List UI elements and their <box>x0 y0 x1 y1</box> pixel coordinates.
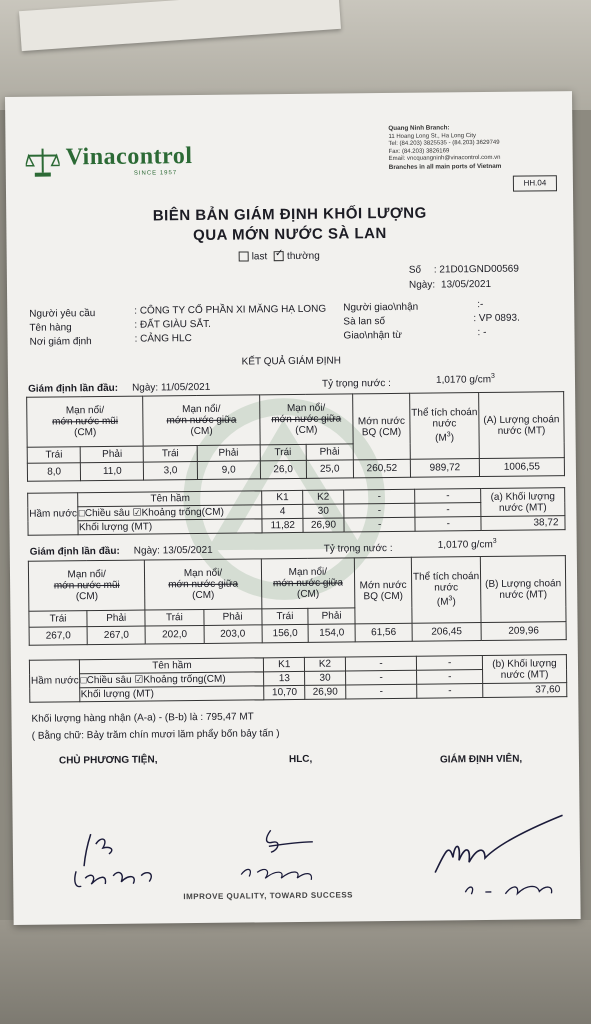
hold1-depth-label: □Chiều sâu ☑Khoảng trống(CM) <box>78 505 262 521</box>
table-cell: 61,56 <box>355 623 412 642</box>
hold2-k1: K1 <box>264 657 305 671</box>
table-cell: 154,0 <box>308 624 355 642</box>
table-cell: 267,0 <box>87 626 145 645</box>
survey2-density-sup: 3 <box>492 537 497 545</box>
table-cell: 202,0 <box>145 625 203 644</box>
deliverer-value: :- <box>477 299 484 311</box>
col-left: Trái <box>144 446 198 463</box>
hold1-k1: K1 <box>262 490 303 504</box>
header-bq: Mớn nước BQ (CM) <box>354 557 412 624</box>
survey2-density-value: 1,0170 g/cm <box>437 539 493 551</box>
hold1-label: Hầm nước <box>28 493 79 536</box>
survey1-density-value: 1,0170 g/cm <box>435 374 492 386</box>
table-cell: - <box>415 503 481 518</box>
col-left: Trái <box>262 608 309 624</box>
table-cell: 1006,55 <box>479 458 564 477</box>
header-fwd: Mạn nổi/ mớn nước mũi (CM) <box>27 396 144 447</box>
hold2-k2: K2 <box>305 657 346 671</box>
barge-value: : VP 0893. <box>473 312 520 325</box>
survey2-date: Ngày: 13/05/2021 <box>133 544 213 557</box>
table-cell: 8,0 <box>27 463 81 482</box>
branch-fax: Fax: (84.203) 3826169 <box>388 148 450 155</box>
table-cell: 26,90 <box>303 518 344 532</box>
normal-label: thường <box>286 250 320 263</box>
type-checkboxes <box>239 251 320 263</box>
survey1-label: Giám định lần đầu: <box>28 382 119 395</box>
background-bottom <box>0 920 591 1024</box>
branch-email: Email: vncquangninh@vinacontrol.com.vn <box>388 155 501 163</box>
requester-label: Người yêu cầu <box>29 308 96 320</box>
from-label: Giao\nhận từ <box>343 329 402 342</box>
survey2-density <box>438 538 497 551</box>
requester-value: : CÔNG TY CỔ PHẦN XI MĂNG HẠ LONG <box>134 303 327 317</box>
table-cell: - <box>417 670 483 685</box>
doc-date-label: Ngày: <box>408 279 436 291</box>
header-mass-a: (A) Lượng choán nước (MT) <box>479 392 565 459</box>
company-name: Vinacontrol <box>65 143 193 171</box>
goods-label: Tên hàng <box>29 322 72 334</box>
owner-signature <box>51 825 182 896</box>
survey1-density <box>436 373 495 386</box>
col-left: Trái <box>145 609 203 626</box>
hold1-result-label: (a) Khối lượng nước (MT) <box>481 488 565 517</box>
place-label: Nơi giám định <box>29 336 92 348</box>
company-logo <box>26 143 231 185</box>
document-subtitle: QUA MỚN NƯỚC SÀ LAN <box>193 225 387 245</box>
header-volume: Thể tích choán nước $(M^3)$ <box>410 393 480 460</box>
received-total: Khối lượng hàng nhận (A-a) - (B-b) là : 795,47 MT <box>31 711 254 725</box>
col-left: Trái <box>260 444 306 460</box>
hold1-result-value: 38,72 <box>481 516 565 531</box>
table-cell: - <box>344 503 416 518</box>
col-right: Phải <box>197 445 260 462</box>
branch-title: Quang Ninh Branch: <box>388 124 450 132</box>
barge-label: Sà lan số <box>343 316 386 328</box>
col-left: Trái <box>29 611 87 628</box>
header-aft: Mạn nổi/ mớn nước giữa (CM) <box>261 558 355 609</box>
hold2-label: Hầm nước <box>29 660 80 703</box>
table-cell: 30 <box>303 504 344 518</box>
last-label: last <box>251 251 268 263</box>
table-cell: 156,0 <box>262 624 309 642</box>
company-since: SINCE 1957 <box>133 170 178 177</box>
doc-number: : 21D01GND00569 <box>433 263 519 276</box>
hold1-table <box>27 487 565 536</box>
table-cell: 10,70 <box>264 685 305 699</box>
table-cell: - <box>415 489 481 504</box>
document-title: BIÊN BẢN GIÁM ĐỊNH KHỐI LƯỢNG <box>152 204 427 225</box>
table-cell: - <box>343 489 415 504</box>
table-cell: - <box>415 517 481 532</box>
result-title: KẾT QUẢ GIÁM ĐỊNH <box>241 355 341 368</box>
table-cell: 4 <box>262 504 303 518</box>
survey1-date: Ngày: 11/05/2021 <box>131 381 211 394</box>
table-header-row <box>28 556 565 612</box>
branch-address: 11 Hoang Long St., Ha Long City <box>388 132 477 140</box>
hold2-result-label: (b) Khối lượng nước (MT) <box>482 655 566 684</box>
col-right: Phải <box>87 610 145 627</box>
table-cell: 209,96 <box>481 622 566 641</box>
table-cell: 203,0 <box>204 625 262 644</box>
table-cell: 26,90 <box>305 685 346 699</box>
doc-number-label: Số <box>408 264 422 276</box>
table-cell: - <box>417 656 483 671</box>
table-cell: - <box>417 684 483 699</box>
company-slogan: IMPROVE QUALITY, TOWARD SUCCESS <box>183 890 354 902</box>
received-in-words: ( Bằng chữ: Bảy trăm chín mươi lăm phẩy bốn bảy tấn ) <box>31 728 280 742</box>
survey2-label: Giám định lần đầu: <box>29 545 120 558</box>
header-fwd: Mạn nổi/ mớn nước mũi (CM) <box>28 560 145 611</box>
header-aft: Mạn nổi/ mớn nước giữa (CM) <box>259 394 353 445</box>
hold1-name-col: Tên hầm <box>78 491 262 507</box>
table-cell: 25,0 <box>306 460 353 478</box>
hold2-depth-label: □Chiều sâu ☑Khoảng trống(CM) <box>80 672 264 688</box>
table-cell: 9,0 <box>197 461 260 480</box>
last-checkbox <box>239 252 249 262</box>
table-cell: 11,0 <box>81 462 144 481</box>
hold2-result-value: 37,60 <box>483 683 567 698</box>
place-value: : CẢNG HLC <box>134 333 192 345</box>
col-right: Phải <box>203 609 261 626</box>
deliverer-label: Người giao\nhận <box>343 301 419 314</box>
table-header-row <box>27 392 564 448</box>
form-code: HH.04 <box>513 175 557 191</box>
survey1-table <box>26 391 565 482</box>
table-cell: 267,0 <box>29 627 87 646</box>
survey1-density-sup: 3 <box>490 372 495 380</box>
hlc-signature-title: HLC, <box>288 753 313 766</box>
col-right: Phải <box>306 444 353 460</box>
branch-ports: Branches in all main ports of Vietnam <box>388 162 502 171</box>
table-cell: 11,82 <box>262 518 303 532</box>
header-mass-b: (B) Lượng choán nước (MT) <box>480 556 566 623</box>
table-cell: - <box>345 656 417 671</box>
table-cell: 3,0 <box>144 462 198 481</box>
survey2-density-label: Tỷ trọng nước : <box>323 542 393 555</box>
branch-info <box>388 123 568 172</box>
header-mid: Mạn nổi/ mớn nước giữa (CM) <box>145 559 262 610</box>
hlc-signature <box>213 824 344 895</box>
hold2-table <box>29 654 567 703</box>
survey1-density-label: Tỷ trọng nước : <box>321 377 391 390</box>
table-cell: - <box>345 670 417 685</box>
branch-tel: Tel: (84.203) 3825535 - (84.203) 3629749 <box>388 140 500 148</box>
header-volume: Thể tích choán nước $(M^3)$ <box>411 557 481 624</box>
document-page <box>5 91 581 925</box>
table-cell: - <box>344 517 416 532</box>
table-cell: 30 <box>305 671 346 685</box>
hold1-mass-label: Khối lượng (MT) <box>78 519 262 535</box>
survey2-table <box>28 555 567 646</box>
owner-signature-title: CHỦ PHƯƠNG TIỆN, <box>58 754 158 767</box>
header-mid: Mạn nổi/ mớn nước giữa (CM) <box>143 395 260 446</box>
doc-date: 13/05/2021 <box>440 278 492 291</box>
table-cell: 13 <box>264 671 305 685</box>
scale-logo-icon <box>26 146 60 178</box>
table-cell: 260,52 <box>353 459 410 478</box>
normal-checkbox <box>274 251 284 261</box>
col-right: Phải <box>81 446 144 463</box>
hold2-mass-label: Khối lượng (MT) <box>80 686 264 702</box>
surveyor-signature-title: GIÁM ĐỊNH VIÊN, <box>439 753 523 766</box>
hold2-name-col: Tên hầm <box>80 658 264 674</box>
surveyor-signature <box>425 811 576 908</box>
col-left: Trái <box>27 447 81 464</box>
table-cell: 26,0 <box>260 460 306 478</box>
table-cell: - <box>345 684 417 699</box>
table-cell: 206,45 <box>412 623 481 642</box>
from-value: : - <box>477 326 487 339</box>
table-cell: 989,72 <box>410 459 479 478</box>
col-right: Phải <box>308 608 355 624</box>
hold1-k2: K2 <box>303 490 344 504</box>
header-bq: Mớn nước BQ (CM) <box>353 393 411 460</box>
goods-value: : ĐẤT GIÀU SẮT. <box>134 318 211 331</box>
